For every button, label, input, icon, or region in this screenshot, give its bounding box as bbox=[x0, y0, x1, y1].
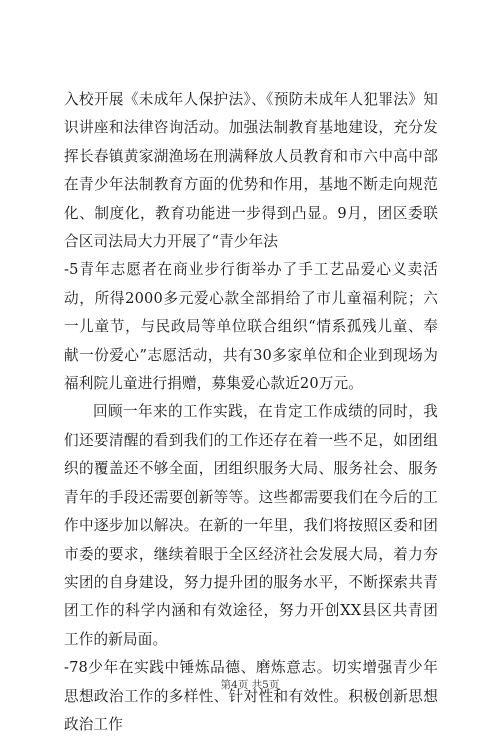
page-footer: 第4页 共5页 bbox=[220, 679, 280, 691]
document-body bbox=[64, 86, 438, 739]
paragraph-2: -5青年志愿者在商业步行街举办了手工艺品爱心义卖活动，所得2000多元爱心款全部捐给了市儿童福利院；六一儿童节，与民政局等单位联合组织“情系孤残儿童、奉献一份爱心”志愿活动，共有30多家单位和企业到现场为福利院儿童进行捐赠，募集爱心款近20万元。 bbox=[64, 261, 438, 393]
paragraph-3: 回顾一年来的工作实践，在肯定工作成绩的同时，我们还要清醒的看到我们的工作还存在着一些不足，如团组织的覆盖还不够全面，团组织服务大局、服务社会、服务青年的手段还需要创新等等。这些都需要我们在今后的工作中逐步加以解决。在新的一年里，我们将按照区委和团市委的要求，继续着眼于全区经济社会发展大局，着力夯实团的自身建设，努力提升团的服务水平，不断探索共青团工作的科学内涵和有效途径，努力开创XX县区共青团工作的新局面。 bbox=[64, 403, 438, 648]
paragraph-1: 入校开展《未成年人保护法》、《预防未成年人犯罪法》知识讲座和法律咨询活动。加强法制教育基地建设，充分发挥长春镇黄家湖渔场在刑满释放人员教育和市六中高中部在青少年法制教育方面的优势和作用，基地不断走向规范化、制度化，教育功能进一步得到凸显。9月，团区委联合区司法局大力开展了“青少年法 bbox=[64, 91, 438, 251]
paragraph-4: -78少年在实践中锤炼品德、磨炼意志。切实增强青少年思想政治工作的多样性、针对性和有效性。积极创新思想政治工作 bbox=[64, 659, 438, 733]
